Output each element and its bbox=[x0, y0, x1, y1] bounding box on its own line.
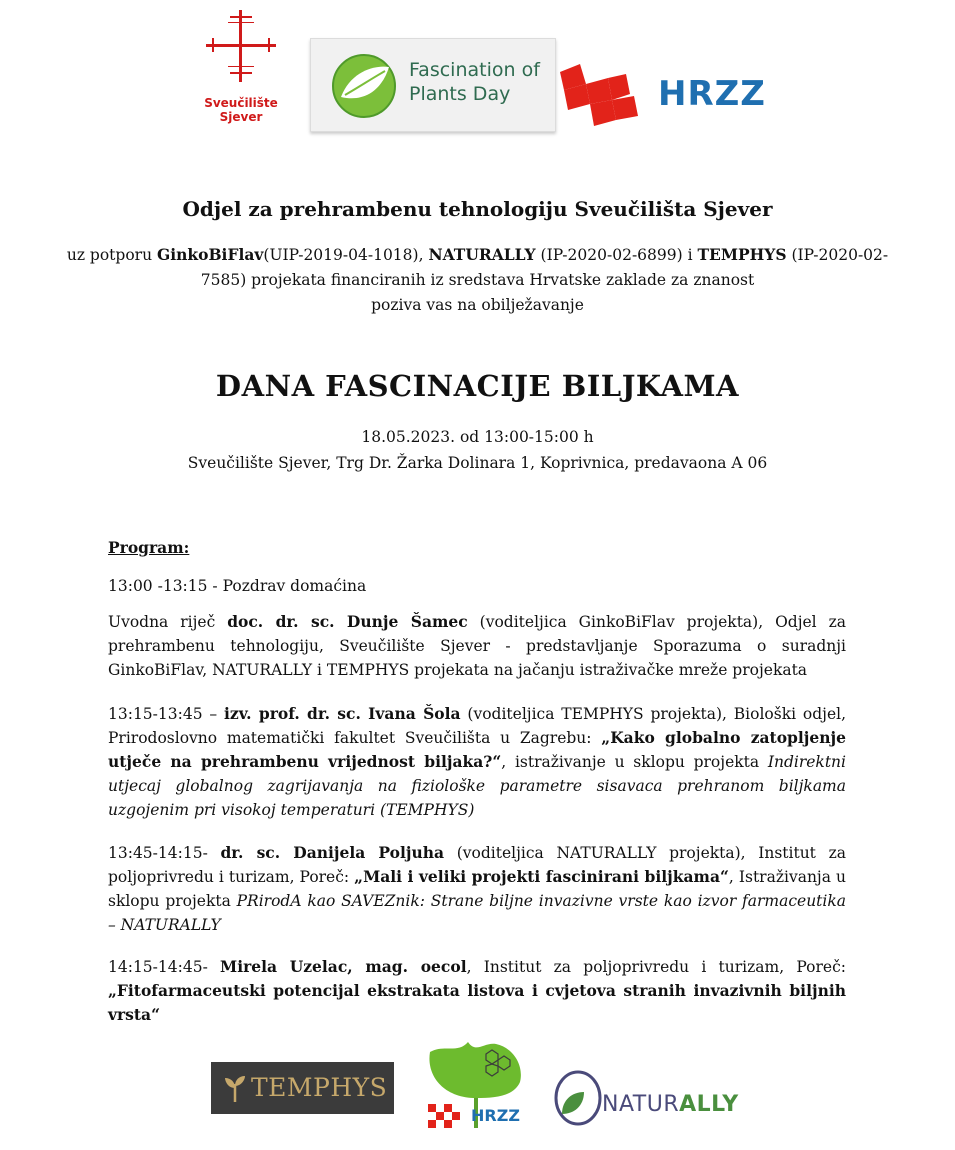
intro-description: (voditeljica GinkoBiFlav projekta), Odjel za prehrambenu tehnologiju, Sveučilište Sjever - predstavljanje Sporazuma o suradnji GinkoBiFlav, NATURALLY i TEMPHYS projekata na jačanju istraživačke mreže projekata bbox=[108, 613, 846, 679]
naturally-wordmark-a: NATUR bbox=[602, 1092, 680, 1117]
uzelac-time: 14:15-14:45- bbox=[108, 958, 221, 976]
temphys-wordmark: TEMPHYS bbox=[251, 1073, 388, 1102]
program-item-welcome: 13:00 -13:15 - Pozdrav domaćina bbox=[108, 577, 367, 595]
project-ginkobiflav: GinkoBiFlav bbox=[156, 245, 264, 264]
poljuha-time: 13:45-14:15- bbox=[108, 844, 221, 862]
project-ginkobiflav-code: (UIP-2019-04-1018), bbox=[263, 246, 429, 264]
support-text bbox=[60, 242, 895, 318]
university-name-line2: Sjever bbox=[219, 110, 263, 124]
uzelac-affiliation: , Institut za poljoprivredu i turizam, Poreč: bbox=[466, 958, 846, 976]
invitation-line: poziva vas na obilježavanje bbox=[371, 296, 584, 314]
sola-speaker: izv. prof. dr. sc. Ivana Šola bbox=[224, 704, 461, 723]
fascination-of-plants-day-logo bbox=[310, 38, 556, 132]
project-naturally: NATURALLY bbox=[428, 245, 536, 264]
temphys-logo bbox=[211, 1062, 394, 1114]
program-item-poljuha bbox=[108, 841, 846, 937]
project-naturally-code: (IP-2020-02-6899) i bbox=[535, 246, 698, 264]
program-item-sola bbox=[108, 702, 846, 822]
naturally-wordmark-b: ALLY bbox=[679, 1092, 739, 1117]
ginkobiflav-logo bbox=[424, 1036, 528, 1132]
program-item-uzelac bbox=[108, 955, 846, 1027]
sola-affiliation: (voditeljica TEMPHYS projekta), Biološki odjel, Prirodoslovno matematički fakultet Sveučilišta u Zagrebu: bbox=[108, 705, 847, 747]
leaf-globe-icon bbox=[331, 53, 397, 119]
fop-line2: Plants Day bbox=[409, 83, 511, 105]
naturally-wordmark bbox=[602, 1092, 739, 1117]
poljuha-affiliation: (voditeljica NATURALLY projekta), Institut za poljoprivredu i turizam, Poreč: bbox=[108, 844, 846, 886]
plant-sprout-icon bbox=[223, 1074, 247, 1102]
event-title: DANA FASCINACIJE BILJKAMA bbox=[215, 369, 740, 403]
leaf-ring-icon bbox=[552, 1066, 604, 1126]
project-temphys-code: (IP-2020-02-7585) projekata financiranih iz sredstava Hrvatske zaklade za znanost bbox=[200, 246, 889, 289]
university-logo bbox=[200, 8, 282, 130]
uzelac-talk-title: „Fitofarmaceutski potencijal ekstrakata listova i cvjetova stranih invazivnih biljnih vrsta“ bbox=[108, 981, 846, 1024]
poljuha-speaker: dr. sc. Danijela Poljuha bbox=[220, 843, 445, 862]
event-date: 18.05.2023. od 13:00-15:00 h bbox=[361, 428, 594, 446]
project-temphys: TEMPHYS bbox=[697, 245, 787, 264]
event-venue: Sveučilište Sjever, Trg Dr. Žarka Dolinara 1, Koprivnica, predavaona A 06 bbox=[187, 454, 768, 472]
ginkobiflav-hrzz-wordmark: HRZZ bbox=[471, 1106, 520, 1125]
support-prefix: uz potporu bbox=[66, 246, 157, 264]
hrzz-logo bbox=[560, 60, 766, 132]
university-name-line1: Sveučilište bbox=[204, 96, 278, 110]
intro-speaker: doc. dr. sc. Dunje Šamec bbox=[227, 612, 468, 631]
program-heading: Program: bbox=[108, 538, 190, 557]
sola-project-title: Indirektni utjecaj globalnog zagrijavanja na fiziološke parametre sisavaca prehranom biljkama uzgojenim pri visokoj temperaturi (TEMPHYS) bbox=[108, 753, 846, 819]
hrzz-wordmark: HRZZ bbox=[658, 74, 766, 114]
poljuha-talk-title: „Mali i veliki projekti fascinirani biljkama“ bbox=[354, 867, 729, 886]
poljuha-project-title: PRirodA kao SAVEZnik: Strane biljne invazivne vrste kao izvor farmaceutika – NATURALLY bbox=[108, 892, 846, 934]
support-line bbox=[60, 242, 895, 293]
poljuha-connector: , Istraživanja u sklopu projekta bbox=[108, 868, 846, 910]
naturally-logo bbox=[552, 1066, 742, 1126]
department-title: Odjel za prehrambenu tehnologiju Sveučilišta Sjever bbox=[182, 197, 773, 221]
intro-lead: Uvodna riječ bbox=[108, 613, 228, 631]
sola-time: 13:15-13:45 – bbox=[108, 705, 225, 723]
program-item-intro bbox=[108, 610, 846, 682]
uzelac-speaker: Mirela Uzelac, mag. oecol bbox=[220, 957, 467, 976]
university-cross-icon bbox=[200, 8, 282, 94]
fop-line1: Fascination of bbox=[409, 59, 540, 81]
sola-talk-title: „Kako globalno zatopljenje utječe na prehrambenu vrijednost biljaka?“ bbox=[108, 728, 846, 771]
checkerboard-icon bbox=[560, 64, 652, 130]
sola-connector: , istraživanje u sklopu projekta bbox=[501, 753, 768, 771]
